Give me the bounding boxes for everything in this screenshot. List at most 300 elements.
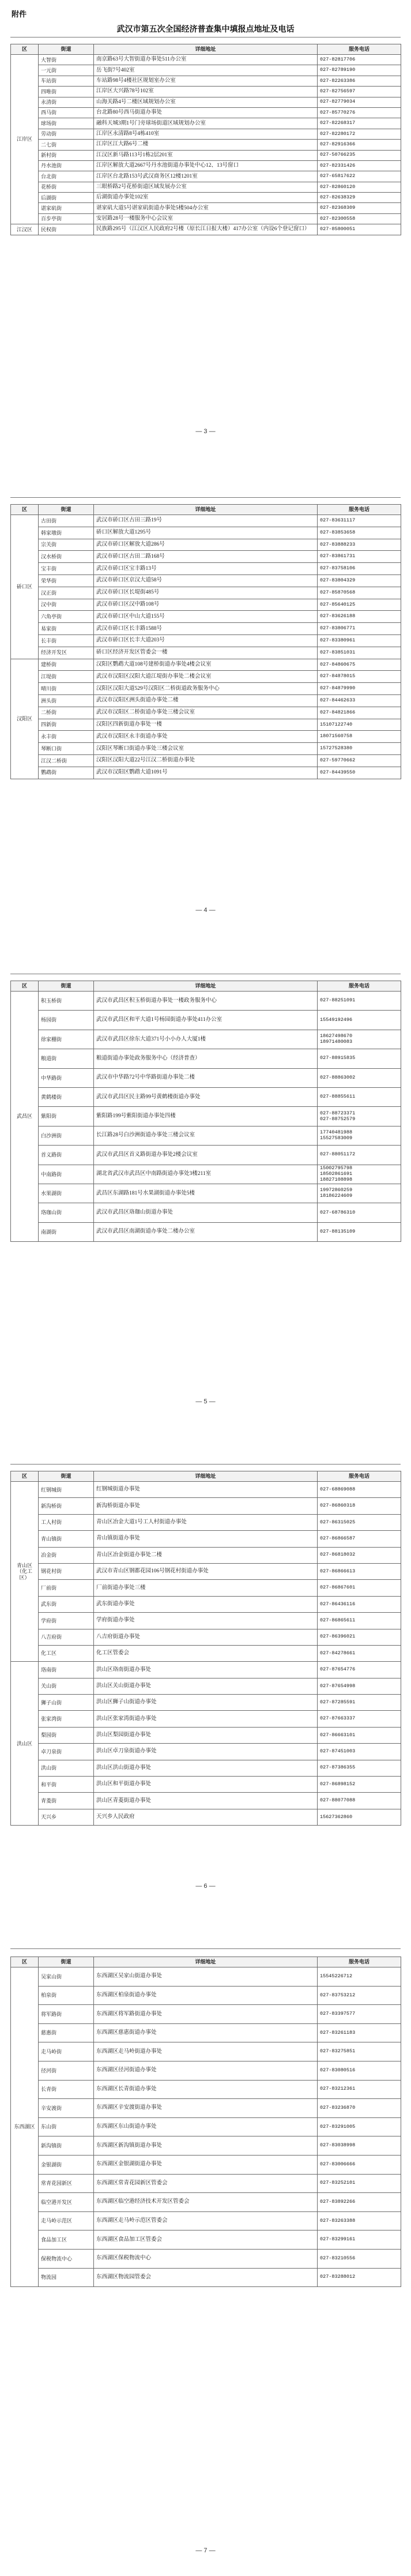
phone-cell: 027-50766235 [318, 150, 401, 160]
phone-cell: 027-88723371 027-88752579 [318, 1107, 401, 1126]
table-row [11, 1498, 401, 1514]
table-row [11, 2099, 401, 2118]
district-cell: 汉阳区 [11, 659, 39, 779]
street-cell: 洪山街 [39, 1760, 94, 1776]
street-cell: 劳动街 [39, 129, 94, 139]
address-cell: 粮道街道办事处政务服务中心（经济普查） [94, 1049, 318, 1068]
table-row [11, 2249, 401, 2268]
address-cell: 江岸区大兴路78号102室 [94, 87, 318, 97]
table-row [11, 2174, 401, 2193]
address-cell: 洪山区狮子山街道办事处 [94, 1695, 318, 1711]
header-address: 详细地址 [94, 1957, 318, 1967]
phone-cell: 027-68869088 [318, 1482, 401, 1498]
address-cell: 武汉市武昌区首义路街道办事处2楼会议室 [94, 1146, 318, 1165]
address-cell: 汉阳区琴断口街道办事处三楼会议室 [94, 743, 318, 755]
street-cell: 车站街 [39, 76, 94, 86]
phone-cell: 15727528380 [318, 743, 401, 755]
street-cell: 宗关街 [39, 539, 94, 551]
table-row [11, 1126, 401, 1145]
table-row [11, 150, 401, 160]
street-cell: 临空港开发区 [39, 2193, 94, 2212]
address-cell: 汉阳区汉阳大道22号江汉二桥街道办事处 [94, 754, 318, 767]
address-cell: 江岸区台北路153号武汉商务区12楼1201室 [94, 171, 318, 182]
address-cell: 武汉市武昌区徐东大道371号小小办人大厦1楼 [94, 1030, 318, 1049]
street-cell: 厂前街 [39, 1580, 94, 1596]
street-cell: 张家湾街 [39, 1711, 94, 1727]
address-cell: 武汉市汉阳区二桥街道办事处三楼会议室 [94, 707, 318, 719]
street-cell: 狮子山街 [39, 1695, 94, 1711]
phone-cell: 027-88051172 [318, 1146, 401, 1165]
address-cell: 武汉市硚口区长丰路1588号 [94, 623, 318, 635]
address-cell: 安居路28号一楼服务中心会议室 [94, 213, 318, 224]
table-row [11, 1011, 401, 1030]
table-row [11, 76, 401, 86]
header-phone: 服务电话 [318, 44, 401, 55]
address-cell: 台北路80号西马街道办事处 [94, 107, 318, 118]
address-cell: 武汉市硚口区京汉大道58号 [94, 574, 318, 587]
table-row [11, 160, 401, 171]
street-cell: 卓刀泉街 [39, 1744, 94, 1760]
phone-cell: 027-88077088 [318, 1793, 401, 1809]
table-row [11, 1563, 401, 1579]
address-cell: 东西湖区走马岭街道办事处 [94, 2042, 318, 2061]
address-cell: 东西湖区长青街道办事处 [94, 2080, 318, 2099]
street-cell: 六角亭街 [39, 611, 94, 623]
phone-cell: 027-86663101 [318, 1727, 401, 1743]
table-row [11, 2230, 401, 2250]
street-cell: 荣华街 [39, 574, 94, 587]
table-row [11, 694, 401, 707]
header-district: 区 [11, 505, 39, 515]
address-cell: 东西湖区柏泉街道办事处 [94, 1986, 318, 2005]
table-row [11, 2042, 401, 2061]
table-row [11, 1596, 401, 1612]
street-cell: 东山街 [39, 2117, 94, 2136]
street-cell: 青山镇街 [39, 1531, 94, 1547]
phone-cell: 027-86860318 [318, 1498, 401, 1514]
address-cell: 洪山区梨园街道办事处 [94, 1727, 318, 1743]
table-row [11, 1531, 401, 1547]
table-row [11, 2117, 401, 2136]
street-cell: 琴断口街 [39, 743, 94, 755]
address-cell: 武汉市武昌区和平大道1号杨园街道办事处411办公室 [94, 1011, 318, 1030]
address-cell: 武东街道办事处 [94, 1596, 318, 1612]
address-cell: 洪山区张家湾街道办事处 [94, 1711, 318, 1727]
page-number: — 7 — [195, 2547, 216, 2554]
street-cell: 物流园 [39, 2268, 94, 2287]
phone-cell: 027-83212361 [318, 2080, 401, 2099]
street-cell: 走马岭街 [39, 2042, 94, 2061]
phone-cell: 027-83261183 [318, 2023, 401, 2042]
header-street: 街道 [39, 981, 94, 992]
phone-cell: 027-85770276 [318, 107, 401, 118]
phone-cell: 027-82860120 [318, 182, 401, 192]
address-cell: 武汉市武昌区珞珈山街道办事处 [94, 1203, 318, 1222]
phone-cell: 027-83397577 [318, 2005, 401, 2024]
phone-cell: 027-83626188 [318, 611, 401, 623]
street-cell: 常青花园新区 [39, 2174, 94, 2193]
street-cell: 民权街 [39, 224, 94, 235]
district-cell: 江汉区 [11, 224, 39, 235]
header-district: 区 [11, 1957, 39, 1967]
phone-cell: 027-82817706 [318, 55, 401, 65]
address-table [10, 981, 401, 1242]
street-cell: 韩家墩街 [39, 527, 94, 539]
phone-cell: 027-84821866 [318, 707, 401, 719]
address-cell: 青山镇街道办事处 [94, 1531, 318, 1547]
phone-cell: 027-84879990 [318, 683, 401, 695]
address-cell: 武汉市中华路72号中华路街道办事处二楼 [94, 1068, 318, 1087]
street-cell: 紫阳街 [39, 1107, 94, 1126]
phone-cell: 027-83291005 [318, 2117, 401, 2136]
street-cell: 杨园街 [39, 1011, 94, 1030]
address-cell: 学府街道办事处 [94, 1613, 318, 1629]
table-row [11, 1087, 401, 1106]
phone-cell: 027-87654998 [318, 1678, 401, 1694]
street-cell: 汉中街 [39, 599, 94, 611]
address-cell: 汉阳区四新街道办事处一楼 [94, 719, 318, 731]
phone-cell: 027-83252101 [318, 2174, 401, 2193]
address-cell: 江岸区永清路8号4栋410室 [94, 129, 318, 139]
street-cell: 永丰街 [39, 731, 94, 743]
phone-cell: 027-68786310 [318, 1203, 401, 1222]
page-number: — 4 — [195, 907, 216, 914]
district-cell: 硚口区 [11, 515, 39, 659]
district-cell: 武昌区 [11, 992, 39, 1242]
address-cell: 武汉市硚口区长丰大道203号 [94, 634, 318, 647]
table-row [11, 659, 401, 671]
address-cell: 武汉市武昌区民主路99号黄鹤楼街道办事处 [94, 1087, 318, 1106]
phone-cell: 027-88855611 [318, 1087, 401, 1106]
header-phone: 服务电话 [318, 1471, 401, 1482]
street-cell: 金银湖街 [39, 2155, 94, 2174]
phone-cell: 027-83275851 [318, 2042, 401, 2061]
address-cell: 山海关路4号二楼区域规划办公室 [94, 97, 318, 107]
table-row [11, 65, 401, 76]
phone-cell: 027-86865611 [318, 1613, 401, 1629]
table-row [11, 563, 401, 575]
table-row [11, 599, 401, 611]
phone-cell: 027-84439550 [318, 767, 401, 779]
phone-cell: 027-82916366 [318, 140, 401, 150]
table-row [11, 1809, 401, 1825]
header-address: 详细地址 [94, 981, 318, 992]
address-cell: 东西湖区将军路街道办事处 [94, 2005, 318, 2024]
address-cell: 洪山区关山街道办事处 [94, 1678, 318, 1694]
table-row [11, 87, 401, 97]
address-cell: 化工区管委会 [94, 1645, 318, 1661]
header-address: 详细地址 [94, 505, 318, 515]
phone-cell: 027-87285591 [318, 1695, 401, 1711]
table-row [11, 2061, 401, 2080]
address-cell: 东西湖区吴家山街道办事处 [94, 1967, 318, 1987]
address-table [10, 44, 401, 235]
phone-cell: 027-87663337 [318, 1711, 401, 1727]
street-cell: 走马岭示范区 [39, 2211, 94, 2230]
phone-cell: 027-87654776 [318, 1662, 401, 1678]
address-cell: 武汉市硚口区古田二路168号 [94, 551, 318, 563]
table-row [11, 1222, 401, 1241]
address-cell: 南京路63号大智街道办事处511办公室 [94, 55, 318, 65]
table-row [11, 140, 401, 150]
address-cell: 武汉市硚口区长堤街485号 [94, 587, 318, 599]
street-cell: 慈惠街 [39, 2023, 94, 2042]
phone-cell: 027-83080516 [318, 2061, 401, 2080]
street-cell: 武东街 [39, 1596, 94, 1612]
phone-cell: 027-85640125 [318, 599, 401, 611]
district-cell: 青山区（化工区） [11, 1482, 39, 1662]
table-row [11, 213, 401, 224]
address-cell: 东西湖区临空港经济技术开发区管委会 [94, 2193, 318, 2212]
street-cell: 关山街 [39, 1678, 94, 1694]
table-row [11, 539, 401, 551]
header-address: 详细地址 [94, 44, 318, 55]
address-cell: 东西湖区常青花园新区管委会 [94, 2174, 318, 2193]
table-row [11, 1777, 401, 1793]
table-row [11, 55, 401, 65]
street-cell: 首义路街 [39, 1146, 94, 1165]
header-district: 区 [11, 1471, 39, 1482]
street-cell: 珞珈山街 [39, 1203, 94, 1222]
table-row [11, 671, 401, 683]
table-row [11, 527, 401, 539]
address-cell: 融科天城3期1号门旁球场街道区域规划办公室 [94, 118, 318, 129]
street-cell: 一元街 [39, 65, 94, 76]
page-number: — 3 — [195, 428, 216, 435]
table-row [11, 574, 401, 587]
address-cell: 东西湖区物流园管委会 [94, 2268, 318, 2287]
table-row [11, 1793, 401, 1809]
table-row [11, 1695, 401, 1711]
header-phone: 服务电话 [318, 505, 401, 515]
table-row [11, 1727, 401, 1743]
document-title: 武汉市第五次全国经济普查集中填报点地址及电话 [116, 24, 295, 33]
table-row [11, 2193, 401, 2212]
phone-cell: 15002795798 18502861691 18827108898 [318, 1165, 401, 1184]
street-cell: 永清街 [39, 97, 94, 107]
phone-cell: 027-83299161 [318, 2230, 401, 2250]
street-cell: 梨园街 [39, 1727, 94, 1743]
table-row [11, 2136, 401, 2156]
street-cell: 新村街 [39, 150, 94, 160]
phone-cell: 027-83758106 [318, 563, 401, 575]
street-cell: 汉水桥街 [39, 551, 94, 563]
street-cell: 南湖街 [39, 1222, 94, 1241]
table-row [11, 1482, 401, 1498]
address-cell: 三眼桥路2号花桥街道区域发展办公室 [94, 182, 318, 192]
phone-cell: 027-88251091 [318, 992, 401, 1011]
address-cell: 武汉市青山区钢都花园106号钢花村街道办事处 [94, 1563, 318, 1579]
street-cell: 四唯街 [39, 87, 94, 97]
street-cell: 钢花村街 [39, 1563, 94, 1579]
street-cell: 晴川街 [39, 683, 94, 695]
header-address: 详细地址 [94, 1471, 318, 1482]
phone-cell: 027-86315025 [318, 1514, 401, 1530]
street-cell: 二桥街 [39, 707, 94, 719]
address-cell: 武汉市汉阳区洲头街道办事处二楼 [94, 694, 318, 707]
phone-cell: 027-83631117 [318, 515, 401, 527]
phone-cell: 027-87451003 [318, 1744, 401, 1760]
address-cell: 车站路98号4楼社区规划室办公室 [94, 76, 318, 86]
street-cell: 红钢城街 [39, 1482, 94, 1498]
phone-cell: 027-83006666 [318, 2155, 401, 2174]
phone-cell: 027-83851031 [318, 647, 401, 659]
address-cell: 武汉市硚口区古田三路19号 [94, 515, 318, 527]
address-cell: 民族路295号（江汉区人民政府2号楼（原长江日报大楼）417办公室（内设6个登记窗口） [94, 224, 318, 235]
address-cell: 东西湖区辛安渡街道办事处 [94, 2099, 318, 2118]
phone-cell: 027-82789190 [318, 65, 401, 76]
table-row [11, 1049, 401, 1068]
street-cell: 江汉二桥街 [39, 754, 94, 767]
page-top-rule [10, 1464, 401, 1465]
table-row [11, 1514, 401, 1530]
header-phone: 服务电话 [318, 1957, 401, 1967]
district-cell: 洪山区 [11, 1662, 39, 1826]
table-row [11, 719, 401, 731]
table-row [11, 515, 401, 527]
table-row [11, 1146, 401, 1165]
street-cell: 学府街 [39, 1613, 94, 1629]
address-cell: 天兴乡人民政府 [94, 1809, 318, 1825]
table-row [11, 1678, 401, 1694]
address-cell: 武汉市硚口区中山大道155号 [94, 611, 318, 623]
address-cell: 武汉市汉阳区鹦鹉大道1091号 [94, 767, 318, 779]
phone-cell: 027-86867601 [318, 1580, 401, 1596]
address-cell: 洪山区卓刀泉街道办事处 [94, 1744, 318, 1760]
phone-cell: 027-82638329 [318, 193, 401, 203]
table-row [11, 1547, 401, 1563]
table-row [11, 2211, 401, 2230]
address-cell: 江岸区解放大道2667号丹水池街道办事处中心12、13号窗口 [94, 160, 318, 171]
phone-cell: 027-83038998 [318, 2136, 401, 2156]
street-cell: 新沟镇街 [39, 2136, 94, 2156]
table-row [11, 754, 401, 767]
phone-cell: 027-88915835 [318, 1049, 401, 1068]
address-cell: 武汉市硚口区汉中路108号 [94, 599, 318, 611]
table-row [11, 1662, 401, 1678]
phone-cell: 027-88863002 [318, 1068, 401, 1087]
address-cell: 硚口区经济开发区管委会一楼 [94, 647, 318, 659]
table-row [11, 193, 401, 203]
header-street: 街道 [39, 44, 94, 55]
street-cell: 鹦鹉街 [39, 767, 94, 779]
table-row [11, 611, 401, 623]
street-cell: 易家街 [39, 623, 94, 635]
table-row [11, 647, 401, 659]
address-cell: 武汉市硚口区宝丰路13号 [94, 563, 318, 575]
street-cell: 珞南街 [39, 1662, 94, 1678]
header-street: 街道 [39, 1471, 94, 1482]
phone-cell: 027-59770662 [318, 754, 401, 767]
table-header-row [11, 981, 401, 992]
header-district: 区 [11, 981, 39, 992]
street-cell: 新沟桥街 [39, 1498, 94, 1514]
table-row [11, 118, 401, 129]
phone-cell: 027-82268317 [318, 118, 401, 129]
table-row [11, 1030, 401, 1049]
phone-cell: 18627498670 18971480083 [318, 1030, 401, 1049]
street-cell: 化工区 [39, 1645, 94, 1661]
street-cell: 白沙洲街 [39, 1126, 94, 1145]
table-row [11, 707, 401, 719]
address-cell: 新沟桥街道办事处 [94, 1498, 318, 1514]
table-row [11, 1203, 401, 1222]
phone-cell: 027-83288012 [318, 2268, 401, 2287]
address-cell: 江汉区新马路113号1栋2层201室 [94, 150, 318, 160]
address-cell: 汉阳区汉阳大道529号汉阳区二桥街道政务服务中心 [94, 683, 318, 695]
table-row [11, 634, 401, 647]
phone-cell: 027-82779034 [318, 97, 401, 107]
street-cell: 青菱街 [39, 1793, 94, 1809]
attachment-tag: 附件 [12, 10, 27, 18]
table-row [11, 1184, 401, 1203]
address-table [10, 1957, 401, 2287]
address-cell: 八吉府街道办事处 [94, 1629, 318, 1645]
table-row [11, 1986, 401, 2005]
street-cell: 古田街 [39, 515, 94, 527]
street-cell: 长丰街 [39, 634, 94, 647]
street-cell: 工人村街 [39, 1514, 94, 1530]
phone-cell: 027-88135109 [318, 1222, 401, 1241]
header-phone: 服务电话 [318, 981, 401, 992]
address-cell: 紫阳路199号紫阳街道办事处四楼 [94, 1107, 318, 1126]
table-row [11, 1107, 401, 1126]
address-cell: 江岸区江大路6号二楼 [94, 140, 318, 150]
table-row [11, 551, 401, 563]
table-row [11, 1645, 401, 1661]
header-district: 区 [11, 44, 39, 55]
address-cell: 后湖街道办事处102室 [94, 193, 318, 203]
table-row [11, 1711, 401, 1727]
address-cell: 东西湖区径河街道办事处 [94, 2061, 318, 2080]
street-cell: 黄鹤楼街 [39, 1087, 94, 1106]
phone-cell: 027-84878015 [318, 671, 401, 683]
street-cell: 径河街 [39, 2061, 94, 2080]
street-cell: 汉正街 [39, 587, 94, 599]
street-cell: 长青街 [39, 2080, 94, 2099]
table-row [11, 1068, 401, 1087]
phone-cell: 027-84860675 [318, 659, 401, 671]
phone-cell: 027-82331426 [318, 160, 401, 171]
street-cell: 二七街 [39, 140, 94, 150]
phone-cell: 027-86866613 [318, 1563, 401, 1579]
address-cell: 东西湖区食品加工区管委会 [94, 2230, 318, 2250]
phone-cell: 027-82263386 [318, 76, 401, 86]
street-cell: 建桥街 [39, 659, 94, 671]
address-cell: 汉阳区鹦鹉大道108号建桥街道办事处4楼会议室 [94, 659, 318, 671]
table-row [11, 2023, 401, 2042]
street-cell: 徐家棚街 [39, 1030, 94, 1049]
phone-cell: 027-84462633 [318, 694, 401, 707]
phone-cell: 027-83804329 [318, 574, 401, 587]
table-row [11, 767, 401, 779]
table-row [11, 171, 401, 182]
table-row [11, 1580, 401, 1596]
phone-cell: 027-65817622 [318, 171, 401, 182]
phone-cell: 027-86818032 [318, 1547, 401, 1563]
phone-cell: 027-86436116 [318, 1596, 401, 1612]
district-cell: 江岸区 [11, 55, 39, 224]
table-header-row [11, 1957, 401, 1967]
address-cell: 武汉市汉阳区永丰街道办事处 [94, 731, 318, 743]
table-row [11, 992, 401, 1011]
street-cell: 粮道街 [39, 1049, 94, 1068]
address-cell: 厂前街道办事处三楼 [94, 1580, 318, 1596]
phone-cell: 027-83861731 [318, 551, 401, 563]
phone-cell: 18071560758 [318, 731, 401, 743]
address-cell: 武汉市汉阳区汉阳大道江堤街办事处二楼会议室 [94, 671, 318, 683]
street-cell: 西马街 [39, 107, 94, 118]
